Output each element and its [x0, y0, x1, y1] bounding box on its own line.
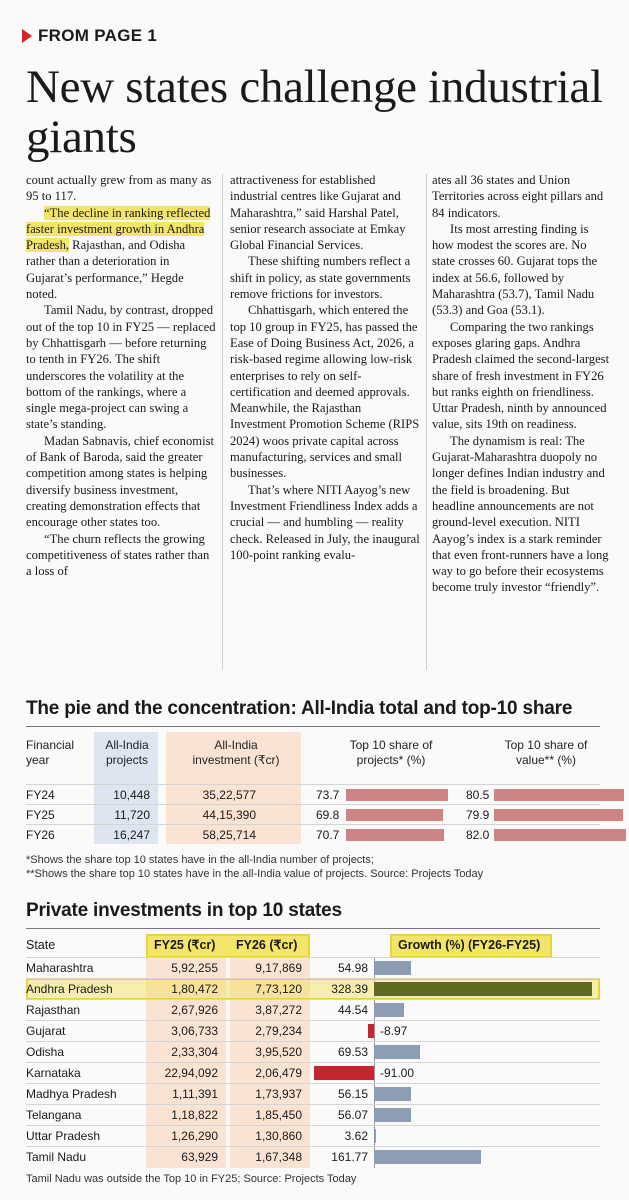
bar-share-projects	[346, 829, 444, 841]
cell-fy25: 3,06,733	[171, 1024, 218, 1038]
cell-fy26: 3,87,272	[255, 1003, 302, 1017]
row-divider	[26, 784, 600, 785]
cell-fy: FY26	[26, 828, 55, 842]
cell-investment: 35,22,577	[202, 788, 256, 802]
cell-growth-label: 161.77	[331, 1150, 368, 1164]
row-divider	[26, 957, 600, 958]
title-rule	[26, 928, 600, 929]
cell-fy25: 1,18,822	[171, 1108, 218, 1122]
article-column-1	[26, 172, 216, 579]
cell-fy26: 1,30,860	[255, 1129, 302, 1143]
header-fy: Financial year	[26, 738, 75, 767]
paragraph: Chhattisgarh, which entered the top 10 group in FY25, has passed the Ease of Doing Business Act, 2026, a risk-based regime allowing low-risk enterprises to rely on self-certification and deemed approvals. Meanwhile, the Rajasthan Investment Promotion Scheme (RIPS 2024) woos private capital across manufacturing, services and small businesses.	[230, 303, 420, 481]
kicker-text: FROM PAGE 1	[38, 26, 158, 45]
section-kicker	[22, 26, 157, 46]
cell-growth-label: 328.39	[331, 982, 368, 996]
table1-title: The pie and the concentration: All-India total and top-10 share	[26, 698, 573, 719]
header-growth: Growth (%)	[398, 938, 465, 952]
cell-fy26: 1,67,348	[255, 1150, 302, 1164]
cell-fy25: 1,80,472	[171, 982, 218, 996]
table2-title: Private investments in top 10 states	[26, 900, 342, 921]
row-divider	[26, 804, 600, 805]
cell-state: Odisha	[26, 1045, 65, 1059]
highlighted-quote: “The decline in ranking reflected faster investment growth in Andhra Pradesh,	[26, 205, 211, 253]
row-divider	[26, 1104, 600, 1105]
bar-share-value	[494, 809, 623, 821]
cell-growth-label: -91.00	[380, 1066, 415, 1080]
cell-fy25: 5,92,255	[171, 961, 218, 975]
bar-growth	[368, 1024, 374, 1038]
paragraph: Madan Sabnavis, chief economist of Bank of Baroda, said the greater competition among states is helping diversify business investment, creating demonstration effects that encourage other states too.	[26, 433, 214, 530]
cell-state: Gujarat	[26, 1024, 66, 1038]
article-column-2	[230, 172, 420, 563]
paragraph: Tamil Nadu, by contrast, dropped out of the top 10 in FY25 — replaced by Chhattisgarh — before returning to tenth in FY26. The shift underscores the volatility at the bottom of the rankings, where a single mega-project can swing a state’s standing.	[26, 303, 216, 432]
cell-state: Maharashtra	[26, 961, 94, 975]
cell-state: Tamil Nadu	[26, 1150, 87, 1164]
cell-projects: 11,720	[114, 808, 150, 822]
cell-growth-label: 56.15	[337, 1087, 368, 1101]
bar-growth	[314, 1066, 374, 1080]
cell-fy25: 2,67,926	[171, 1003, 218, 1017]
cell-fy26: 9,17,869	[255, 961, 302, 975]
cell-state: Karnataka	[26, 1066, 81, 1080]
paragraph	[26, 205, 216, 303]
paragraph: count actually grew from as many as 95 to 117.	[26, 173, 212, 204]
table1-footnote-2: **Shows the share top 10 states have in the all-India value of projects. Source: Projects Today	[26, 868, 484, 880]
bar-growth	[374, 1045, 420, 1059]
bar-growth	[374, 1108, 411, 1122]
header-investment: All-India investment (₹cr)	[192, 738, 280, 767]
bar-growth	[374, 1087, 411, 1101]
paragraph: ates all 36 states and Union Territories across eight pillars and 84 indicators.	[432, 173, 604, 220]
row-divider	[26, 999, 600, 1000]
row-divider	[26, 1146, 600, 1147]
bar-growth	[374, 982, 592, 996]
cell-fy25: 22,94,092	[164, 1066, 218, 1080]
cell-growth-label: 56.07	[337, 1108, 368, 1122]
cell-fy26: 1,85,450	[255, 1108, 302, 1122]
bar-share-projects	[346, 789, 448, 801]
article-column-3	[432, 172, 610, 596]
bar-share-value	[494, 789, 624, 801]
header-projects: All-India projects	[105, 738, 149, 767]
cell-share-projects-label: 70.7	[316, 828, 340, 842]
cell-share-value-label: 82.0	[466, 828, 490, 842]
article-body	[26, 172, 610, 678]
paragraph: That’s where NITI Aayog’s new Investment Friendliness Index adds a crucial — and humbling — reality check. Released in July, the inaugural 100-point ranking evalu-	[230, 482, 420, 562]
cell-fy26: 1,73,937	[255, 1087, 302, 1101]
bar-growth	[374, 1003, 404, 1017]
cell-fy26: 7,73,120	[255, 982, 302, 996]
table2-footnote: Tamil Nadu was outside the Top 10 in FY25; Source: Projects Today	[26, 1173, 357, 1185]
row-divider	[26, 1041, 600, 1042]
paragraph: The dynamism is real: The Gujarat-Maharashtra duopoly no longer defines Indian industry and the field is broadening. But headline announcements are not ground-level execution. NITI Aayog’s index is a stark reminder that even front-runners have a long way to go before their ecosystems become truly investor “friendly”.	[432, 433, 609, 595]
row-divider	[26, 824, 600, 825]
header-growth-period: (FY26-FY25)	[468, 938, 541, 952]
header-fy25: FY25 (₹cr)	[154, 938, 216, 952]
triangle-icon	[22, 29, 32, 43]
cell-investment: 58,25,714	[202, 828, 256, 842]
cell-share-projects-label: 73.7	[316, 788, 340, 802]
row-divider	[26, 1062, 600, 1063]
cell-fy: FY25	[26, 808, 55, 822]
row-divider	[26, 1125, 600, 1126]
title-rule	[26, 726, 600, 727]
cell-state: Rajasthan	[26, 1003, 81, 1017]
cell-share-value-label: 79.9	[466, 808, 490, 822]
bar-share-value	[494, 829, 626, 841]
cell-share-projects-label: 69.8	[316, 808, 340, 822]
paragraph: “The churn reflects the growing competitiveness of states rather than a loss of	[26, 531, 210, 579]
cell-state: Madhya Pradesh	[26, 1087, 117, 1101]
table1-footnote-1: *Shows the share top 10 states have in the all-India number of projects;	[26, 854, 374, 866]
cell-fy25: 1,11,391	[172, 1087, 218, 1101]
cell-share-value-label: 80.5	[466, 788, 490, 802]
cell-growth-label: 44.54	[337, 1003, 368, 1017]
cell-state: Telangana	[26, 1108, 82, 1122]
cell-growth-label: 54.98	[337, 961, 368, 975]
header-fy26: FY26 (₹cr)	[236, 938, 298, 952]
bar-share-projects	[346, 809, 443, 821]
header-share-value: Top 10 share of value** (%)	[504, 738, 588, 767]
concentration-table	[26, 728, 600, 848]
cell-fy26: 2,06,479	[255, 1066, 302, 1080]
paragraph: Its most arresting finding is how modest the scores are. No state crosses 60. Gujarat tops the index at 56.6, followed by Maharashtra (53.7), Tamil Nadu (53.3) and Goa (53.1).	[432, 221, 598, 318]
header-state: State	[26, 938, 56, 952]
cell-fy25: 1,26,290	[171, 1129, 218, 1143]
cell-fy: FY24	[26, 788, 55, 802]
cell-growth-label: 69.53	[337, 1045, 368, 1059]
cell-fy26: 3,95,520	[255, 1045, 302, 1059]
cell-state: Uttar Pradesh	[26, 1129, 101, 1143]
paragraph: These shifting numbers reflect a shift in policy, as state governments remove frictions for investors.	[230, 254, 411, 302]
cell-growth-label: -8.97	[380, 1024, 408, 1038]
paragraph: attractiveness for established industrial centres like Gujarat and Maharashtra,” said Harshal Patel, senior research associate at Emkay Global Financial Services.	[230, 173, 406, 253]
cell-fy25: 2,33,304	[171, 1045, 218, 1059]
row-divider	[26, 1020, 600, 1021]
paragraph: Comparing the two rankings exposes glaring gaps. Andhra Pradesh claimed the second-largest share of fresh investment in FY26 but ranks eighth on friendliness. Uttar Pradesh, ninth by announced value, sits 19th on readiness.	[432, 319, 610, 432]
state-investment-table	[26, 930, 600, 1170]
cell-state: Andhra Pradesh	[26, 982, 113, 996]
cell-growth-label: 3.62	[344, 1129, 368, 1143]
cell-projects: 10,448	[113, 788, 150, 802]
cell-fy25: 63,929	[181, 1150, 218, 1164]
header-share-projects: Top 10 share of projects* (%)	[349, 738, 433, 767]
bar-growth	[374, 1150, 481, 1164]
cell-projects: 16,247	[113, 828, 150, 842]
cell-investment: 44,15,390	[202, 808, 256, 822]
column-divider	[222, 174, 223, 670]
cell-fy26: 2,79,234	[255, 1024, 302, 1038]
column-divider	[426, 174, 427, 670]
headline: New states challenge industrial giants	[26, 61, 603, 163]
bar-growth	[374, 1129, 376, 1143]
bar-growth	[374, 961, 411, 975]
quote-continuation: Rajasthan, and Odisha rather than a deterioration in Gujarat’s performance,” Hegde noted.	[26, 238, 186, 302]
